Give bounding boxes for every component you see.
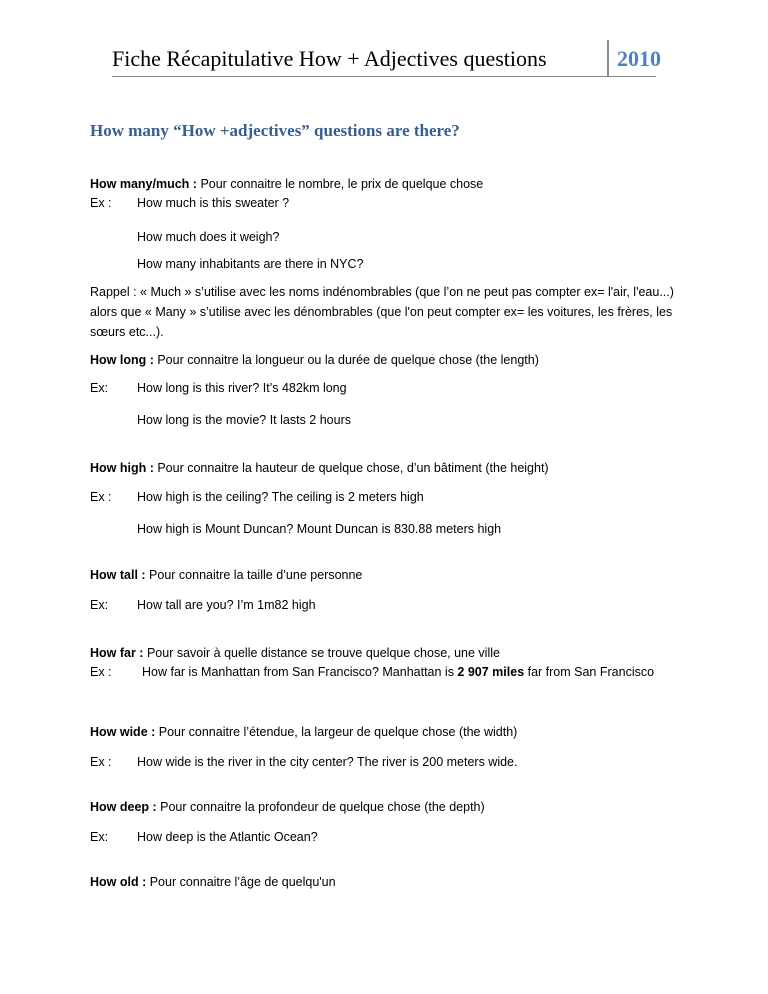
how-old-definition [90,874,336,890]
how-long-definition [90,352,539,368]
example: How wide is the river in the city center? The river is 200 meters wide. [137,755,518,769]
example: How much is this sweater ? [137,196,290,210]
main-heading: How many “How +adjectives” questions are there? [90,121,460,140]
example: How much does it weigh? [137,230,280,244]
how-many-definition [90,176,483,192]
term: How wide : [90,725,156,739]
term: How deep : [90,800,157,814]
term: How tall : [90,568,146,582]
desc: Pour connaitre la hauteur de quelque chose, d’un bâtiment (the height) [153,461,549,475]
example [142,664,654,680]
page-header [112,40,661,77]
desc: Pour connaitre la longueur ou la durée de quelque chose (the length) [153,353,539,367]
example: How long is the movie? It lasts 2 hours [137,413,351,427]
term: How far : [90,646,144,660]
term: How long : [90,353,154,367]
example-label: Ex: [90,381,109,395]
header-year: 2010 [617,46,661,71]
example-text: far from San Francisco [524,665,655,679]
how-wide-definition [90,724,517,740]
example-label: Ex : [90,665,112,679]
example-label: Ex : [90,196,112,210]
example: How high is Mount Duncan? Mount Duncan is 830.88 meters high [137,522,502,536]
term: How old : [90,875,147,889]
example: How tall are you? I’m 1m82 high [137,598,316,612]
how-high-definition [90,460,549,476]
desc: Pour savoir à quelle distance se trouve quelque chose, une ville [143,646,500,660]
example: How long is this river? It’s 482km long [137,381,347,395]
desc: Pour connaitre le nombre, le prix de quelque chose [196,177,484,191]
header-separator [607,40,609,76]
term: How high : [90,461,154,475]
how-tall-definition [90,567,362,583]
header-title: Fiche Récapitulative How + Adjectives questions [112,46,547,71]
example: How high is the ceiling? The ceiling is 2 meters high [137,490,424,504]
how-deep-definition [90,799,485,815]
example-bold: 2 907 miles [457,665,525,679]
desc: Pour connaitre la profondeur de quelque chose (the depth) [156,800,485,814]
example-label: Ex : [90,755,112,769]
example: How many inhabitants are there in NYC? [137,257,364,271]
example-text: How far is Manhattan from San Francisco? Manhattan is [142,665,458,679]
term: How many/much : [90,177,197,191]
example-label: Ex: [90,598,109,612]
desc: Pour connaitre l’âge de quelqu'un [146,875,336,889]
desc: Pour connaitre la taille d’une personne [145,568,363,582]
how-far-definition [90,645,500,661]
example-label: Ex : [90,490,112,504]
example-label: Ex: [90,830,109,844]
example: How deep is the Atlantic Ocean? [137,830,318,844]
rappel-paragraph: Rappel : « Much » s’utilise avec les noms indénombrables (que l’on ne peut pas compter ex= l'air, l'eau...) alors que « Many » s’utilise avec les dénombrables (que l'on peut compter ex= les voitures, les frères, les sœurs etc...). [90,285,674,339]
desc: Pour connaitre l’étendue, la largeur de quelque chose (the width) [155,725,518,739]
